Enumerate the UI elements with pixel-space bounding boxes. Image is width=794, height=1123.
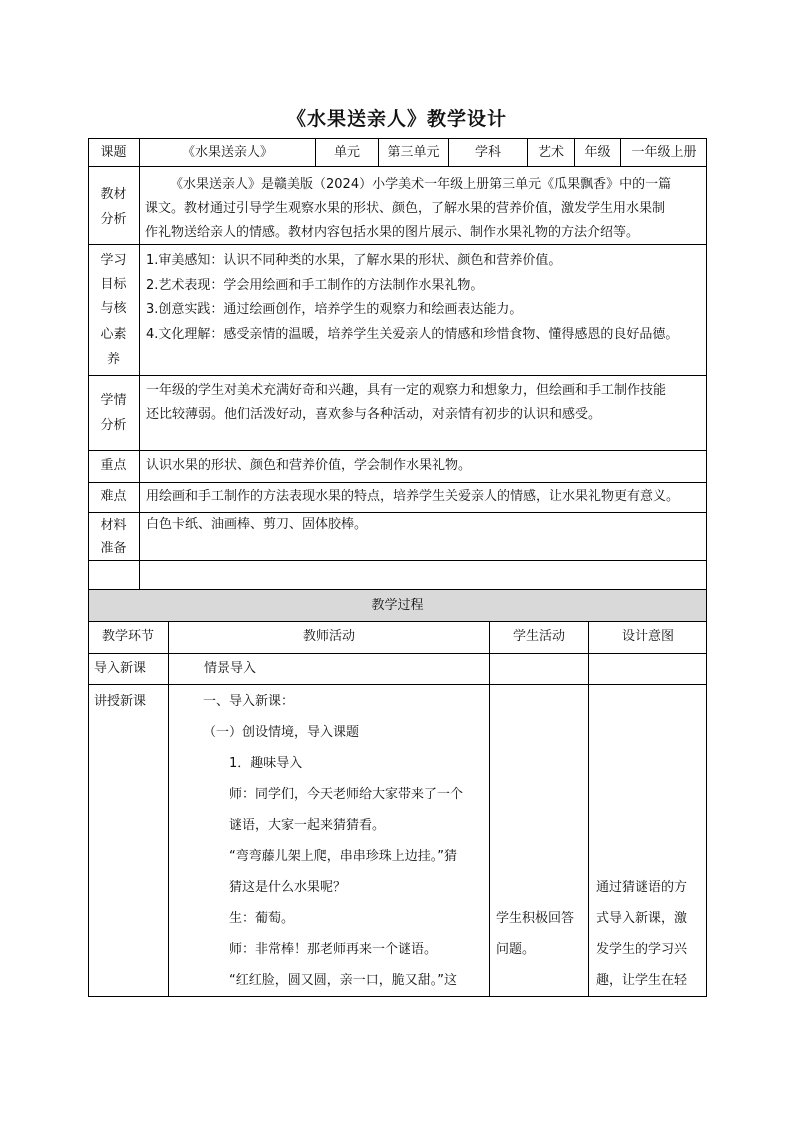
design-intent-line: 式导入新课，激	[596, 911, 688, 926]
document-title: 《水果送亲人》教学设计	[286, 108, 507, 130]
student-activity-line: 学生积极回答	[496, 911, 575, 926]
teacher-line: 猜这是什么水果呢？	[229, 880, 347, 895]
key-points-text: 认识水果的形状、颜色和营养价值，学会制作水果礼物。	[146, 458, 472, 473]
materials-label-line: 准备	[100, 541, 127, 556]
teacher-line: 一、导入新课：	[203, 694, 295, 709]
objectives-label-line: 与核	[100, 301, 127, 316]
process-heading: 教学过程	[371, 598, 424, 613]
teacher-line: 谜语，大家一起来猜猜看。	[229, 818, 386, 833]
teacher-line: （一）创设情境，导入课题	[203, 725, 360, 740]
unit-value: 第三单元	[387, 145, 440, 160]
teacher-line: “弯弯藤儿架上爬，串串珍珠上边挂。”猜	[229, 849, 457, 864]
material-analysis-line: 课文。教材通过引导学生观察水果的形状、颜色，了解水果的营养价值，激发学生用水果制	[145, 201, 666, 216]
objectives-label-line: 学习	[100, 253, 127, 268]
column-header: 设计意图	[621, 629, 674, 644]
objectives-label-line: 养	[106, 352, 120, 367]
difficulties-text: 用绘画和手工制作的方法表现水果的特点，培养学生关爱亲人的情感，让水果礼物更有意义。	[146, 489, 680, 504]
material-analysis-line: 《水果送亲人》是赣美版（2024）小学美术一年级上册第三单元《瓜果飘香》中的一篇	[170, 177, 672, 192]
materials-text: 白色卡纸、油画棒、剪刀、固体胶棒。	[146, 517, 368, 532]
material-analysis-label-line: 分析	[100, 212, 127, 227]
materials-label-line: 材料	[100, 518, 127, 533]
difficulties-label: 难点	[100, 489, 127, 504]
design-intent-line: 趣，让学生在轻	[596, 973, 688, 988]
objectives-label-line: 目标	[100, 277, 127, 292]
teacher-line: 师：非常棒！那老师再来一个谜语。	[229, 942, 438, 957]
teacher-line: “红红脸，圆又圆，亲一口，脆又甜。”这	[229, 973, 457, 988]
teacher-line: 师：同学们，今天老师给大家带来了一个	[229, 787, 464, 802]
design-intent-line: 发学生的学习兴	[596, 942, 688, 957]
unit-label: 单元	[333, 145, 360, 160]
subject-value: 艺术	[537, 145, 564, 160]
column-header: 教师活动	[302, 629, 355, 644]
teacher-cell: 情景导入	[204, 661, 257, 676]
stage-cell: 讲授新课	[94, 694, 147, 709]
objective-item: 4.文化理解：感受亲情的温暖，培养学生关爱亲人的情感和珍惜食物、懂得感恩的良好品德。	[146, 327, 679, 342]
material-analysis-line: 作礼物送给亲人的情感。教材内容包括水果的图片展示、制作水果礼物的方法介绍等。	[145, 225, 640, 240]
objective-item: 2.艺术表现：学会用绘画和手工制作的方法制作水果礼物。	[146, 278, 484, 293]
column-header: 教学环节	[101, 629, 154, 644]
grade-value: 一年级上册	[631, 145, 697, 160]
student-analysis-label-line: 学情	[100, 393, 127, 408]
objective-item: 3.创意实践：通过绘画创作，培养学生的观察力和绘画表达能力。	[146, 302, 523, 317]
teacher-line: 生：葡萄。	[229, 911, 295, 926]
student-activity-line: 问题。	[496, 942, 536, 957]
lesson-label: 课题	[100, 145, 127, 160]
key-points-label: 重点	[100, 458, 127, 473]
objective-item: 1.审美感知：认识不同种类的水果，了解水果的形状、颜色和营养价值。	[146, 253, 562, 268]
student-analysis-line: 一年级的学生对美术充满好奇和兴趣，具有一定的观察力和想象力，但绘画和手工制作技能	[146, 383, 667, 398]
stage-cell: 导入新课	[94, 661, 147, 676]
lesson-value: 《水果送亲人》	[181, 145, 273, 160]
grade-label: 年级	[584, 145, 611, 160]
subject-label: 学科	[474, 145, 501, 160]
student-analysis-label-line: 分析	[100, 418, 127, 433]
student-analysis-line: 还比较薄弱。他们活泼好动，喜欢参与各种活动，对亲情有初步的认识和感受。	[146, 407, 602, 422]
objectives-label-line: 心素	[100, 327, 127, 342]
column-header: 学生活动	[512, 629, 565, 644]
teacher-line: 1．趣味导入	[229, 756, 303, 771]
design-intent-line: 通过猜谜语的方	[596, 880, 688, 895]
material-analysis-label-line: 教材	[100, 187, 127, 202]
